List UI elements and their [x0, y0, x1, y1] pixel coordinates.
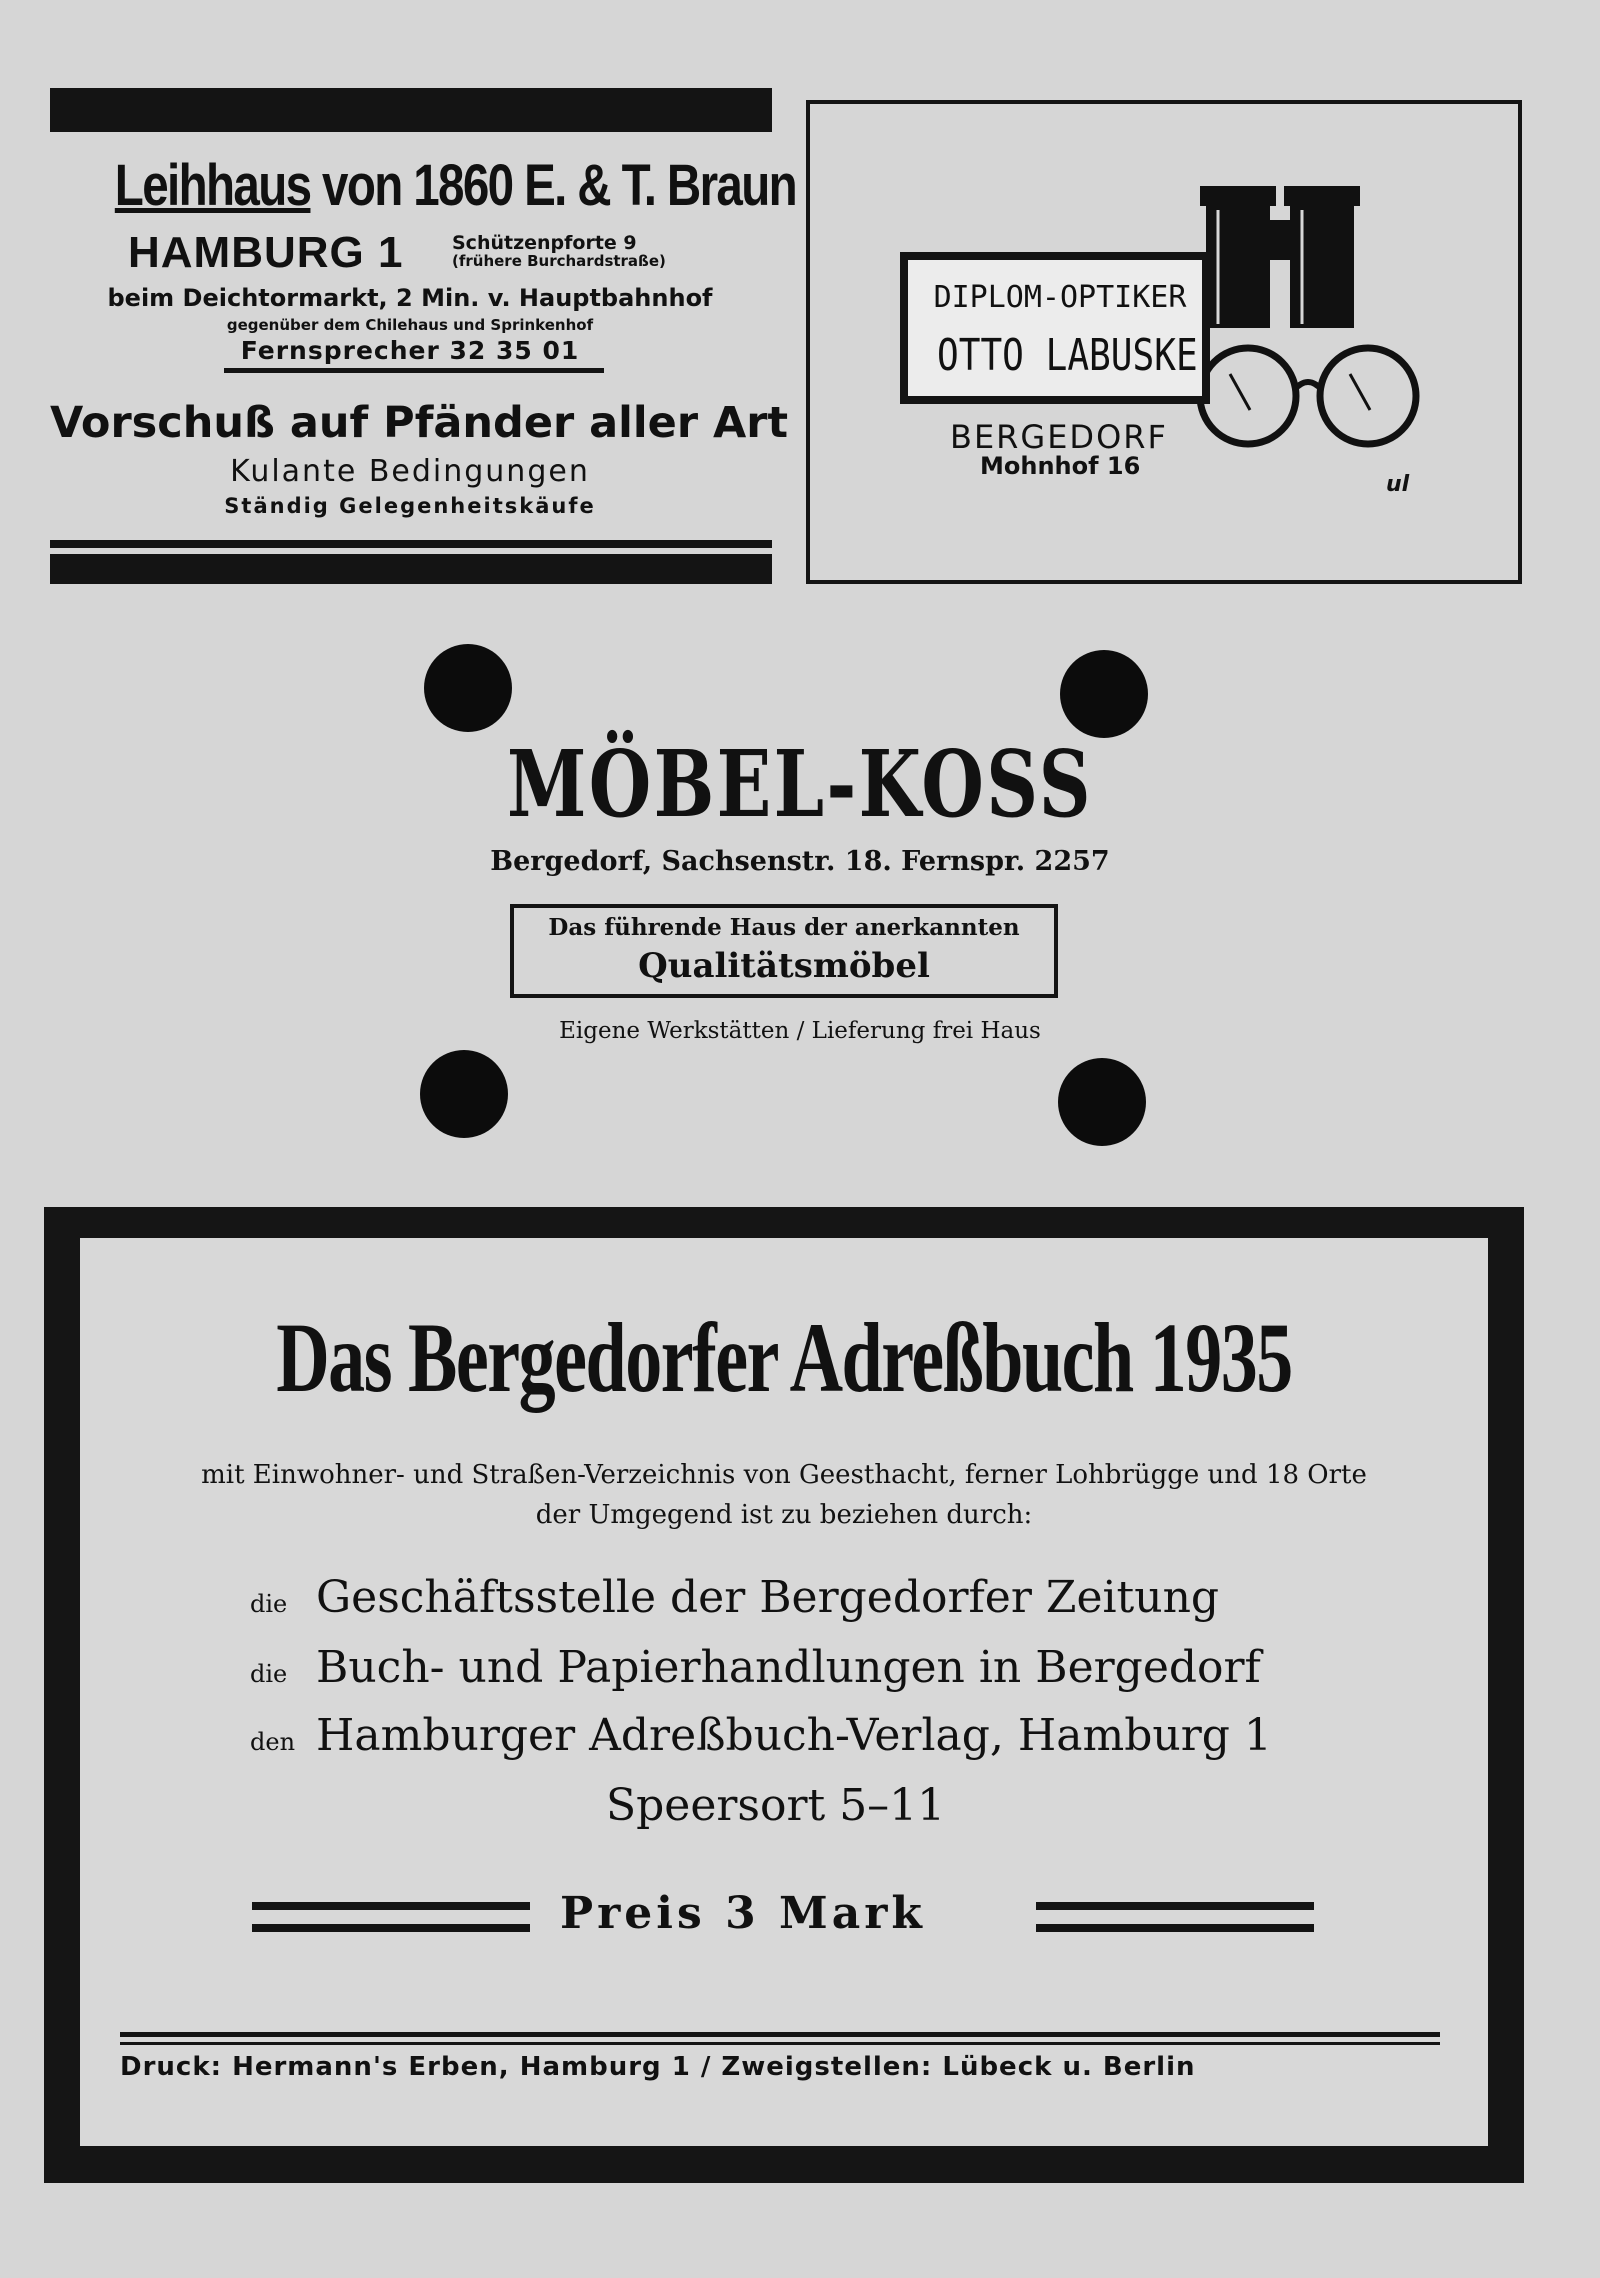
price-rule-right-1	[1036, 1902, 1314, 1910]
optiker-address: Mohnhof 16	[980, 452, 1141, 480]
source-text: Hamburger Adreßbuch-Verlag, Hamburg 1	[316, 1710, 1272, 1761]
leihhaus-deals: Ständig Gelegenheitskäufe	[224, 494, 596, 518]
optiker-sign	[900, 252, 1210, 404]
leihhaus-opposite: gegenüber dem Chilehaus und Sprinkenhof	[226, 316, 594, 334]
printer-rule-2	[120, 2042, 1440, 2045]
leihhaus-phone: Fernsprecher 32 35 01	[240, 336, 580, 365]
source-prefix: die	[250, 1590, 288, 1618]
top-rule	[50, 88, 772, 132]
adressbuch-sub2: der Umgegend ist zu beziehen durch:	[535, 1500, 1033, 1530]
leihhaus-street	[452, 234, 666, 270]
adressbuch-price: Preis 3 Mark	[560, 1888, 926, 1939]
moebel-services: Eigene Werkstätten / Lieferung frei Haus	[559, 1018, 1041, 1044]
bottom-rule-1	[50, 540, 772, 548]
source-line-3	[250, 1710, 1272, 1761]
adressbuch-street: Speersort 5–11	[606, 1780, 946, 1831]
glasses-icon	[1190, 340, 1430, 460]
adressbuch-printer: Druck: Hermann's Erben, Hamburg 1 / Zweigstellen: Lübeck u. Berlin	[120, 2052, 1196, 2082]
source-text: Geschäftsstelle der Bergedorfer Zeitung	[316, 1572, 1220, 1623]
phone-underline	[224, 368, 604, 373]
adressbuch-title: Das Bergedorfer Adreßbuch 1935	[276, 1302, 1292, 1413]
source-prefix: die	[250, 1660, 288, 1688]
optiker-city: BERGEDORF	[950, 418, 1168, 456]
moebel-address: Bergedorf, Sachsenstr. 18. Fernspr. 2257	[490, 846, 1110, 877]
leihhaus-terms: Kulante Bedingungen	[230, 454, 590, 489]
leihhaus-city: HAMBURG 1	[128, 228, 404, 277]
bottom-rule-2	[50, 554, 772, 584]
moebel-title: MÖBEL-KOSS	[507, 730, 1093, 838]
leihhaus-name: von 1860 E. & T. Braun	[322, 153, 797, 218]
leihhaus-title	[114, 152, 797, 219]
dot-bottom-right	[1058, 1058, 1146, 1146]
price-rule-left-1	[252, 1902, 530, 1910]
source-line-1	[250, 1572, 1219, 1623]
dot-bottom-left	[420, 1050, 508, 1138]
moebel-box-line1: Das führende Haus der anerkannten	[548, 914, 1020, 941]
source-prefix: den	[250, 1728, 296, 1756]
source-line-2	[250, 1642, 1261, 1693]
moebel-box-line2: Qualitätsmöbel	[638, 946, 930, 986]
price-rule-left-2	[252, 1924, 530, 1932]
dot-top-right	[1060, 650, 1148, 738]
leihhaus-street-name: Schützenpforte 9	[452, 232, 637, 254]
price-rule-right-2	[1036, 1924, 1314, 1932]
leihhaus-word: Leihhaus	[114, 153, 311, 218]
leihhaus-headline: Vorschuß auf Pfänder aller Art	[50, 398, 789, 448]
leihhaus-street-note: (frühere Burchardstraße)	[452, 252, 666, 270]
source-text: Buch- und Papierhandlungen in Bergedorf	[316, 1642, 1261, 1693]
dot-top-left	[424, 644, 512, 732]
optiker-title: DIPLOM-OPTIKER	[933, 280, 1187, 315]
leihhaus-location: beim Deichtormarkt, 2 Min. v. Hauptbahnhof	[107, 284, 713, 312]
printer-rule-1	[120, 2032, 1440, 2037]
optiker-signature: ul	[1386, 472, 1410, 497]
optiker-name: OTTO LABUSKE	[937, 330, 1198, 381]
adressbuch-sub1: mit Einwohner- und Straßen-Verzeichnis von Geesthacht, ferner Lohbrügge und 18 Orte	[201, 1460, 1367, 1490]
